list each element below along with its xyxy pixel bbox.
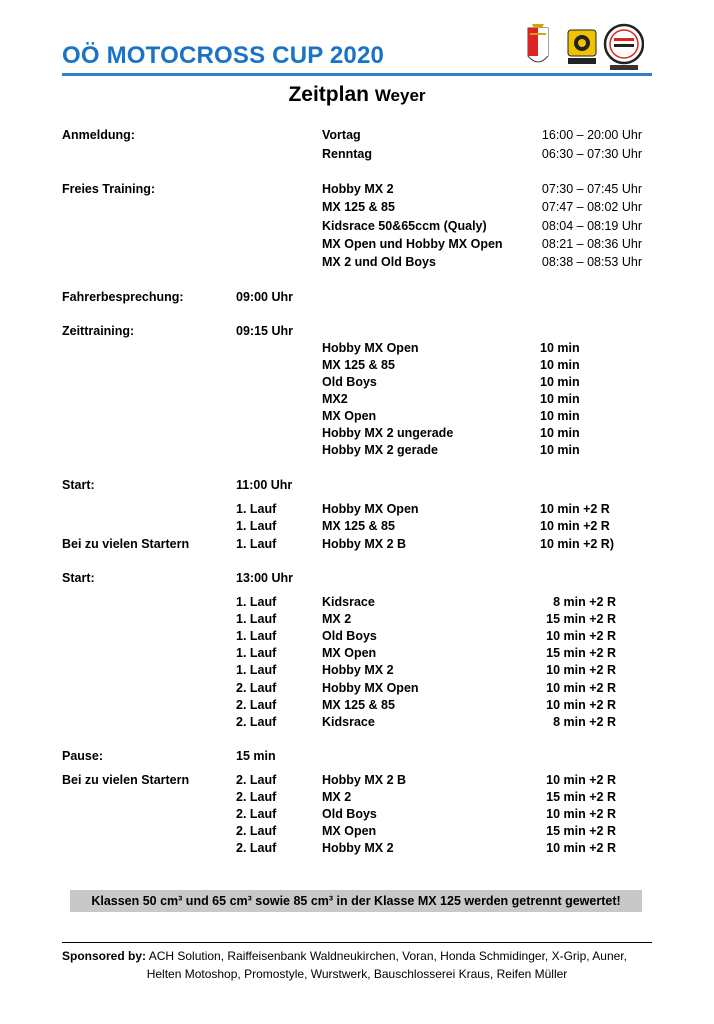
item-duration: 10 min +2 R [546, 841, 616, 855]
sponsor-line-1 [62, 947, 652, 965]
item-name: Hobby MX Open [322, 681, 419, 695]
schedule-row [0, 823, 714, 840]
subtitle-location: Weyer [374, 86, 426, 105]
schedule-row [0, 662, 714, 679]
schedule-row [0, 714, 714, 731]
item-duration: 8 min +2 R [553, 715, 616, 729]
sponsor-logos [524, 22, 644, 74]
cup-title: OÖ MOTOCROSS CUP 2020 [62, 42, 385, 69]
lauf-number: 1. Lauf [236, 502, 277, 516]
item-name: Vortag [322, 128, 361, 142]
section-label: Anmeldung: [62, 128, 135, 142]
schedule-row [0, 806, 714, 823]
item-time: 08:04 – 08:19 Uhr [541, 219, 642, 233]
item-name: Hobby MX 2 [322, 182, 394, 196]
item-duration: 15 min +2 R [546, 612, 616, 626]
item-name: MX Open [322, 409, 377, 423]
section-label: Start: [62, 478, 95, 492]
section-label: Fahrerbesprechung: [62, 290, 184, 304]
item-name: Hobby MX 2 [322, 841, 394, 855]
classification-note: Klassen 50 cm³ und 65 cm³ sowie 85 cm³ in der Klasse MX 125 werden getrennt gewertet! [70, 890, 642, 912]
item-duration: 10 min [540, 358, 580, 372]
lauf-number: 2. Lauf [236, 681, 277, 695]
item-time: 16:00 – 20:00 Uhr [541, 128, 642, 142]
item-name: MX2 [322, 392, 348, 406]
item-duration: 10 min +2 R [546, 681, 616, 695]
section-label: Bei zu vielen Startern [62, 773, 190, 787]
schedule-row [0, 340, 642, 357]
schedule-row [0, 289, 642, 306]
schedule-row [0, 518, 714, 535]
item-name: MX 125 & 85 [322, 358, 395, 372]
section-label: Bei zu vielen Startern [62, 537, 190, 551]
item-name: MX 2 [322, 790, 352, 804]
item-duration: 10 min +2 R [546, 807, 616, 821]
item-time: 07:47 – 08:02 Uhr [541, 200, 642, 214]
sponsor-block [62, 947, 652, 983]
item-duration: 15 min +2 R [546, 646, 616, 660]
item-name: Hobby MX 2 B [322, 773, 407, 787]
schedule-row [0, 146, 642, 163]
section-label: Start: [62, 571, 95, 585]
item-name: Old Boys [322, 375, 377, 389]
item-duration: 10 min +2 R) [540, 537, 614, 551]
item-name: Renntag [322, 147, 372, 161]
item-duration: 10 min +2 R [546, 773, 616, 787]
item-name: MX 2 [322, 612, 352, 626]
item-name: MX 125 & 85 [322, 698, 395, 712]
item-duration: 8 min +2 R [553, 595, 616, 609]
schedule-row [0, 127, 642, 144]
lauf-number: 1. Lauf [236, 537, 277, 551]
section-time: 13:00 Uhr [236, 571, 293, 585]
item-duration: 10 min [540, 409, 580, 423]
schedule-row [0, 254, 642, 271]
item-duration: 15 min +2 R [546, 790, 616, 804]
schedule-row [0, 789, 714, 806]
schedule-row [0, 323, 642, 340]
item-duration: 10 min [540, 341, 580, 355]
section-time: 15 min [236, 749, 276, 763]
item-time: 08:38 – 08:53 Uhr [541, 255, 642, 269]
lauf-number: 1. Lauf [236, 663, 277, 677]
item-time: 08:21 – 08:36 Uhr [541, 237, 642, 251]
item-name: MX 125 & 85 [322, 519, 395, 533]
section-time: 11:00 Uhr [236, 478, 293, 492]
page-subtitle [0, 83, 714, 107]
item-name: Hobby MX 2 gerade [322, 443, 438, 457]
lauf-number: 1. Lauf [236, 629, 277, 643]
item-name: Old Boys [322, 807, 377, 821]
item-duration: 10 min [540, 375, 580, 389]
item-name: Kidsrace [322, 715, 375, 729]
schedule-row [0, 611, 714, 628]
item-name: Kidsrace 50&65ccm (Qualy) [322, 219, 487, 233]
item-name: Hobby MX 2 B [322, 537, 407, 551]
schedule-row [0, 536, 714, 553]
upper-austria-coat-of-arms-icon [528, 24, 548, 62]
lauf-number: 1. Lauf [236, 612, 277, 626]
schedule-row [0, 236, 642, 253]
schedule-row [0, 181, 642, 198]
item-name: MX 125 & 85 [322, 200, 395, 214]
schedule-row [0, 477, 642, 494]
item-duration: 15 min +2 R [546, 824, 616, 838]
sponsor-list-1: ACH Solution, Raiffeisenbank Waldneukirchen, Voran, Honda Schmidinger, X-Grip, Auner, [148, 949, 627, 963]
lauf-number: 2. Lauf [236, 773, 277, 787]
schedule-row [0, 645, 714, 662]
sponsor-list-2: Helten Motoshop, Promostyle, Wurstwerk, Bauschlosserei Kraus, Reifen Müller [146, 967, 568, 981]
schedule-row [0, 840, 714, 857]
lauf-number: 2. Lauf [236, 824, 277, 838]
schedule-row [0, 501, 714, 518]
item-name: Hobby MX 2 ungerade [322, 426, 454, 440]
schedule-row [0, 408, 642, 425]
schedule-row [0, 391, 642, 408]
item-name: MX 2 und Old Boys [322, 255, 436, 269]
schedule-row [0, 357, 642, 374]
section-time: 09:15 Uhr [236, 324, 293, 338]
schedule-row [0, 218, 642, 235]
item-duration: 10 min [540, 426, 580, 440]
item-duration: 10 min +2 R [546, 698, 616, 712]
oo-motocross-cup-logo-icon [605, 25, 643, 70]
section-label: Zeittraining: [62, 324, 135, 338]
lauf-number: 2. Lauf [236, 715, 277, 729]
lauf-number: 2. Lauf [236, 790, 277, 804]
schedule-row [0, 697, 714, 714]
item-name: Old Boys [322, 629, 377, 643]
schedule-row [0, 628, 714, 645]
item-name: Kidsrace [322, 595, 375, 609]
schedule-row [0, 748, 642, 765]
item-name: MX Open [322, 824, 377, 838]
lauf-number: 2. Lauf [236, 698, 277, 712]
item-duration: 10 min +2 R [540, 502, 610, 516]
footer-divider [62, 942, 652, 943]
section-time: 09:00 Uhr [236, 290, 293, 304]
schedule-row [0, 680, 714, 697]
section-label: Pause: [62, 749, 103, 763]
lauf-number: 2. Lauf [236, 807, 277, 821]
sponsor-label: Sponsored by: [62, 949, 147, 963]
item-time: 07:30 – 07:45 Uhr [541, 182, 642, 196]
schedule-row [0, 772, 714, 789]
item-duration: 10 min +2 R [546, 629, 616, 643]
schedule-row [0, 594, 714, 611]
item-name: Hobby MX Open [322, 341, 419, 355]
schedule-row [0, 374, 642, 391]
item-duration: 10 min [540, 392, 580, 406]
item-name: Hobby MX 2 [322, 663, 394, 677]
item-duration: 10 min +2 R [546, 663, 616, 677]
schedule-row [0, 442, 642, 459]
lauf-number: 1. Lauf [236, 646, 277, 660]
schedule-row [0, 570, 642, 587]
section-label: Freies Training: [62, 182, 156, 196]
item-name: MX Open und Hobby MX Open [322, 237, 503, 251]
schedule-row [0, 199, 642, 216]
item-name: Hobby MX Open [322, 502, 419, 516]
austria-motorsport-logo-icon [568, 30, 596, 64]
subtitle-main: Zeitplan [288, 83, 369, 106]
item-name: MX Open [322, 646, 377, 660]
item-duration: 10 min [540, 443, 580, 457]
lauf-number: 2. Lauf [236, 841, 277, 855]
schedule-row [0, 425, 642, 442]
lauf-number: 1. Lauf [236, 519, 277, 533]
item-time: 06:30 – 07:30 Uhr [541, 147, 642, 161]
lauf-number: 1. Lauf [236, 595, 277, 609]
item-duration: 10 min +2 R [540, 519, 610, 533]
